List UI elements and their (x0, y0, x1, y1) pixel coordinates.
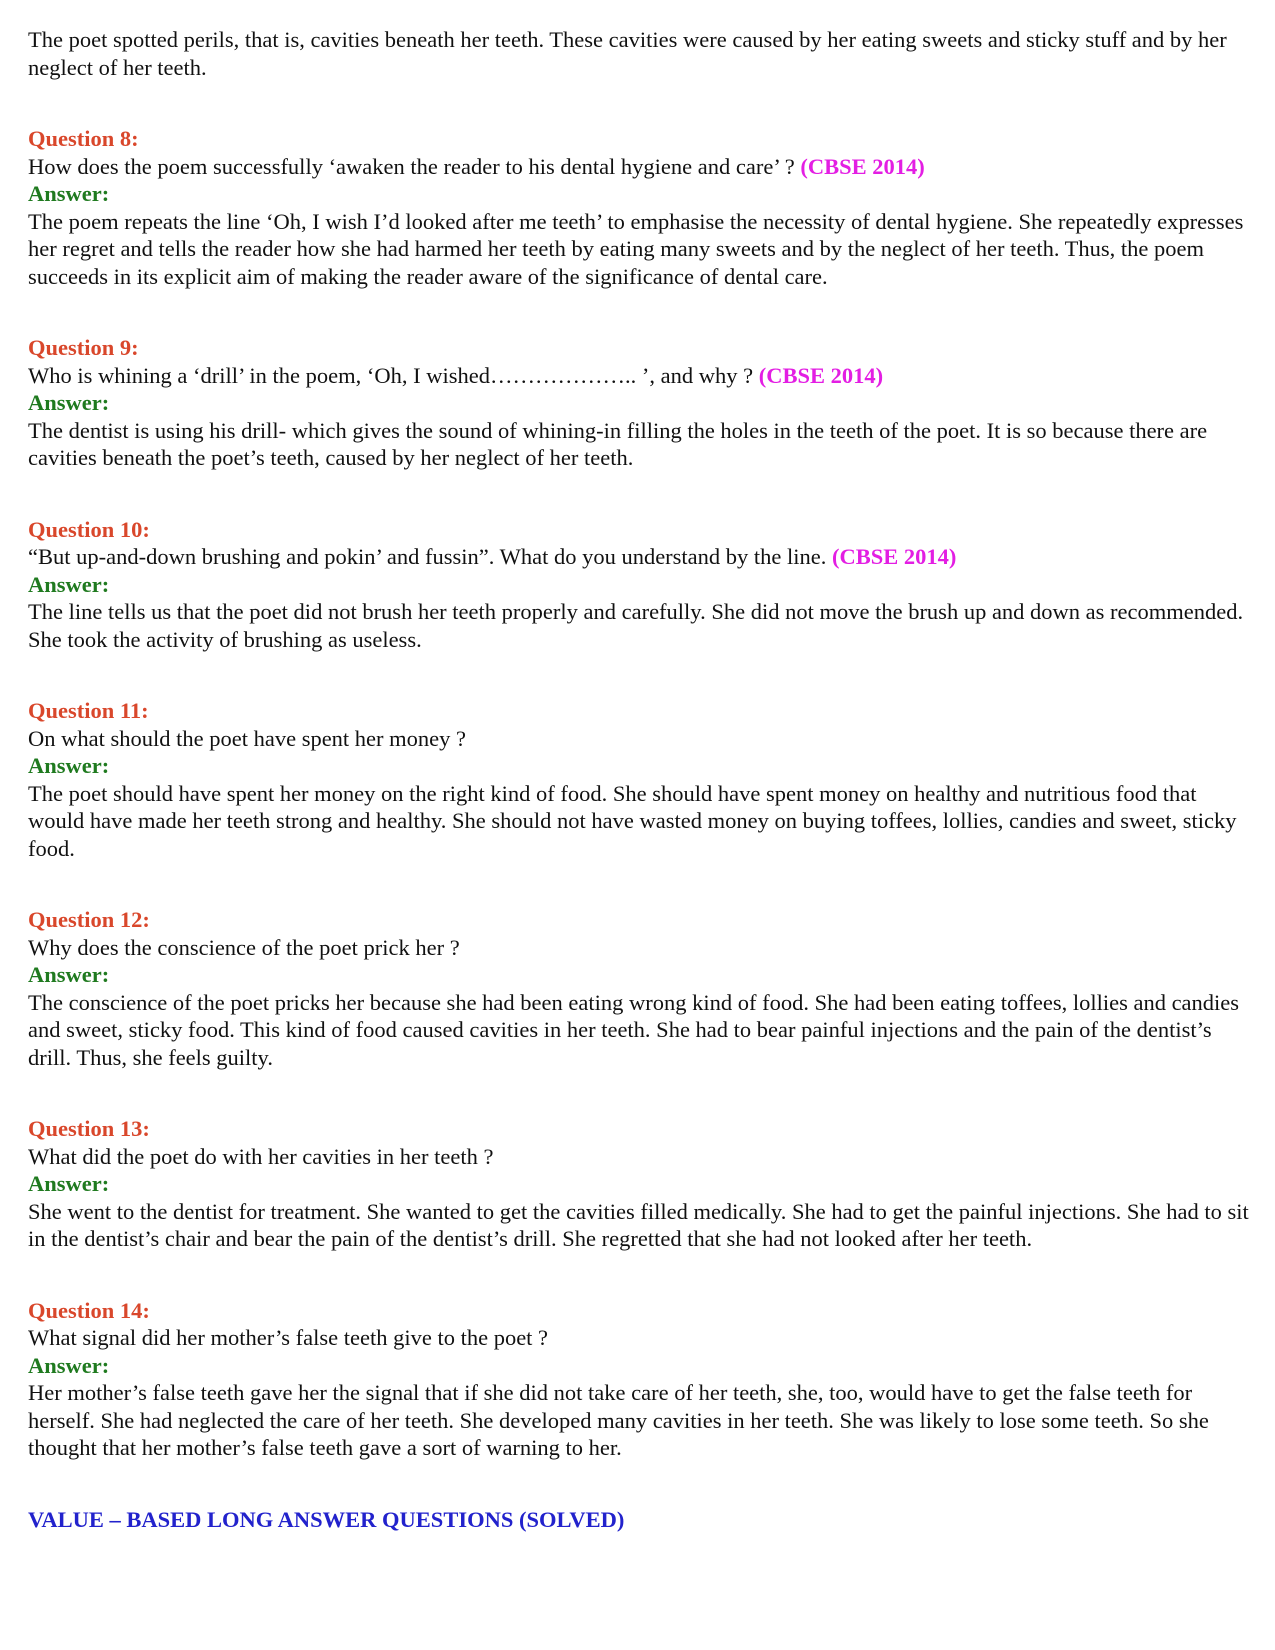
question-text: “But up-and-down brushing and pokin’ and fussin”. What do you understand by the line. (28, 544, 827, 569)
document-page (28, 26, 1253, 1533)
question-text: Who is whining a ‘drill’ in the poem, ‘Oh, I wished……………….. ’, and why ? (28, 362, 754, 388)
question-title: Question 10: (28, 516, 150, 542)
answer-label: Answer: (28, 753, 110, 778)
answer-label: Answer: (28, 962, 110, 987)
question-block-8 (28, 125, 1253, 290)
answer-text: The conscience of the poet pricks her because she had been eating wrong kind of food. She had been eating toffees, lollies and candies and sweet, sticky food. This kind of food caused cavities in her teeth. She had to bear painful injections and the pain of the dentist’s drill. Thus, she feels guilty. (28, 989, 1240, 1070)
question-block-12 (28, 906, 1253, 1071)
answer-text: She went to the dentist for treatment. She wanted to get the cavities filled medically. She had to get the painful injections. She had to sit in the dentist’s chair and bear the pain of the dentist’s drill. She regretted that she had not looked after her teeth. (28, 1198, 1249, 1251)
question-title: Question 13: (28, 1116, 150, 1141)
question-block-10 (28, 516, 1253, 654)
question-block-13 (28, 1115, 1253, 1253)
question-title: Question 8: (28, 126, 139, 151)
answer-label: Answer: (28, 1171, 110, 1196)
question-text: What signal did her mother’s false teeth give to the poet ? (28, 1325, 549, 1350)
answer-text: The dentist is using his drill- which gives the sound of whining-in filling the holes in the teeth of the poet. It is so because there are cavities beneath the poet’s teeth, caused by her neglect of her teeth. (28, 417, 1208, 470)
question-title: Question 11: (28, 698, 149, 723)
section-heading: VALUE – BASED LONG ANSWER QUESTIONS (SOLVED) (28, 1506, 625, 1532)
answer-label: Answer: (28, 181, 110, 206)
question-block-9 (28, 334, 1253, 472)
answer-text: The poem repeats the line ‘Oh, I wish I’d looked after me teeth’ to emphasise the necessity of dental hygiene. She repeatedly expresses her regret and tells the reader how she had harmed her teeth by eating many sweets and by the neglect of her teeth. Thus, the poem succeeds in its explicit aim of making the reader aware of the significance of dental care. (28, 208, 1244, 289)
question-block-14 (28, 1297, 1253, 1462)
question-text-line (28, 362, 1253, 390)
question-title: Question 14: (28, 1297, 150, 1323)
question-block-11 (28, 697, 1253, 862)
cbse-source-tag: (CBSE 2014) (758, 362, 884, 388)
question-title: Question 9: (28, 335, 139, 360)
intro-paragraph: The poet spotted perils, that is, cavities beneath her teeth. These cavities were caused by her eating sweets and sticky stuff and by her neglect of her teeth. (28, 27, 1227, 80)
question-text: Why does the conscience of the poet prick her ? (28, 934, 460, 960)
cbse-source-tag: (CBSE 2014) (832, 544, 957, 569)
question-text: On what should the poet have spent her money ? (28, 725, 467, 751)
question-text-line (28, 543, 1253, 571)
answer-label: Answer: (28, 1352, 110, 1378)
answer-label: Answer: (28, 571, 110, 597)
question-text: What did the poet do with her cavities in her teeth ? (28, 1143, 494, 1169)
answer-text: The line tells us that the poet did not brush her teeth properly and carefully. She did not move the brush up and down as recommended. She took the activity of brushing as useless. (28, 599, 1244, 652)
question-title: Question 12: (28, 907, 150, 932)
question-text: How does the poem successfully ‘awaken the reader to his dental hygiene and care’ ? (28, 153, 795, 179)
cbse-source-tag: (CBSE 2014) (800, 153, 925, 179)
answer-label: Answer: (28, 390, 110, 415)
answer-text: The poet should have spent her money on the right kind of food. She should have spent money on healthy and nutritious food that would have made her teeth strong and healthy. She should not have wasted money on buying toffees, lollies, candies and sweet, sticky food. (28, 780, 1237, 861)
question-text-line (28, 153, 1253, 181)
answer-text: Her mother’s false teeth gave her the signal that if she did not take care of her teeth, she, too, would have to get the false teeth for herself. She had neglected the care of her teeth. She developed many cavities in her teeth. She was likely to lose some teeth. So she thought that her mother’s false teeth gave a sort of warning to her. (28, 1380, 1209, 1460)
